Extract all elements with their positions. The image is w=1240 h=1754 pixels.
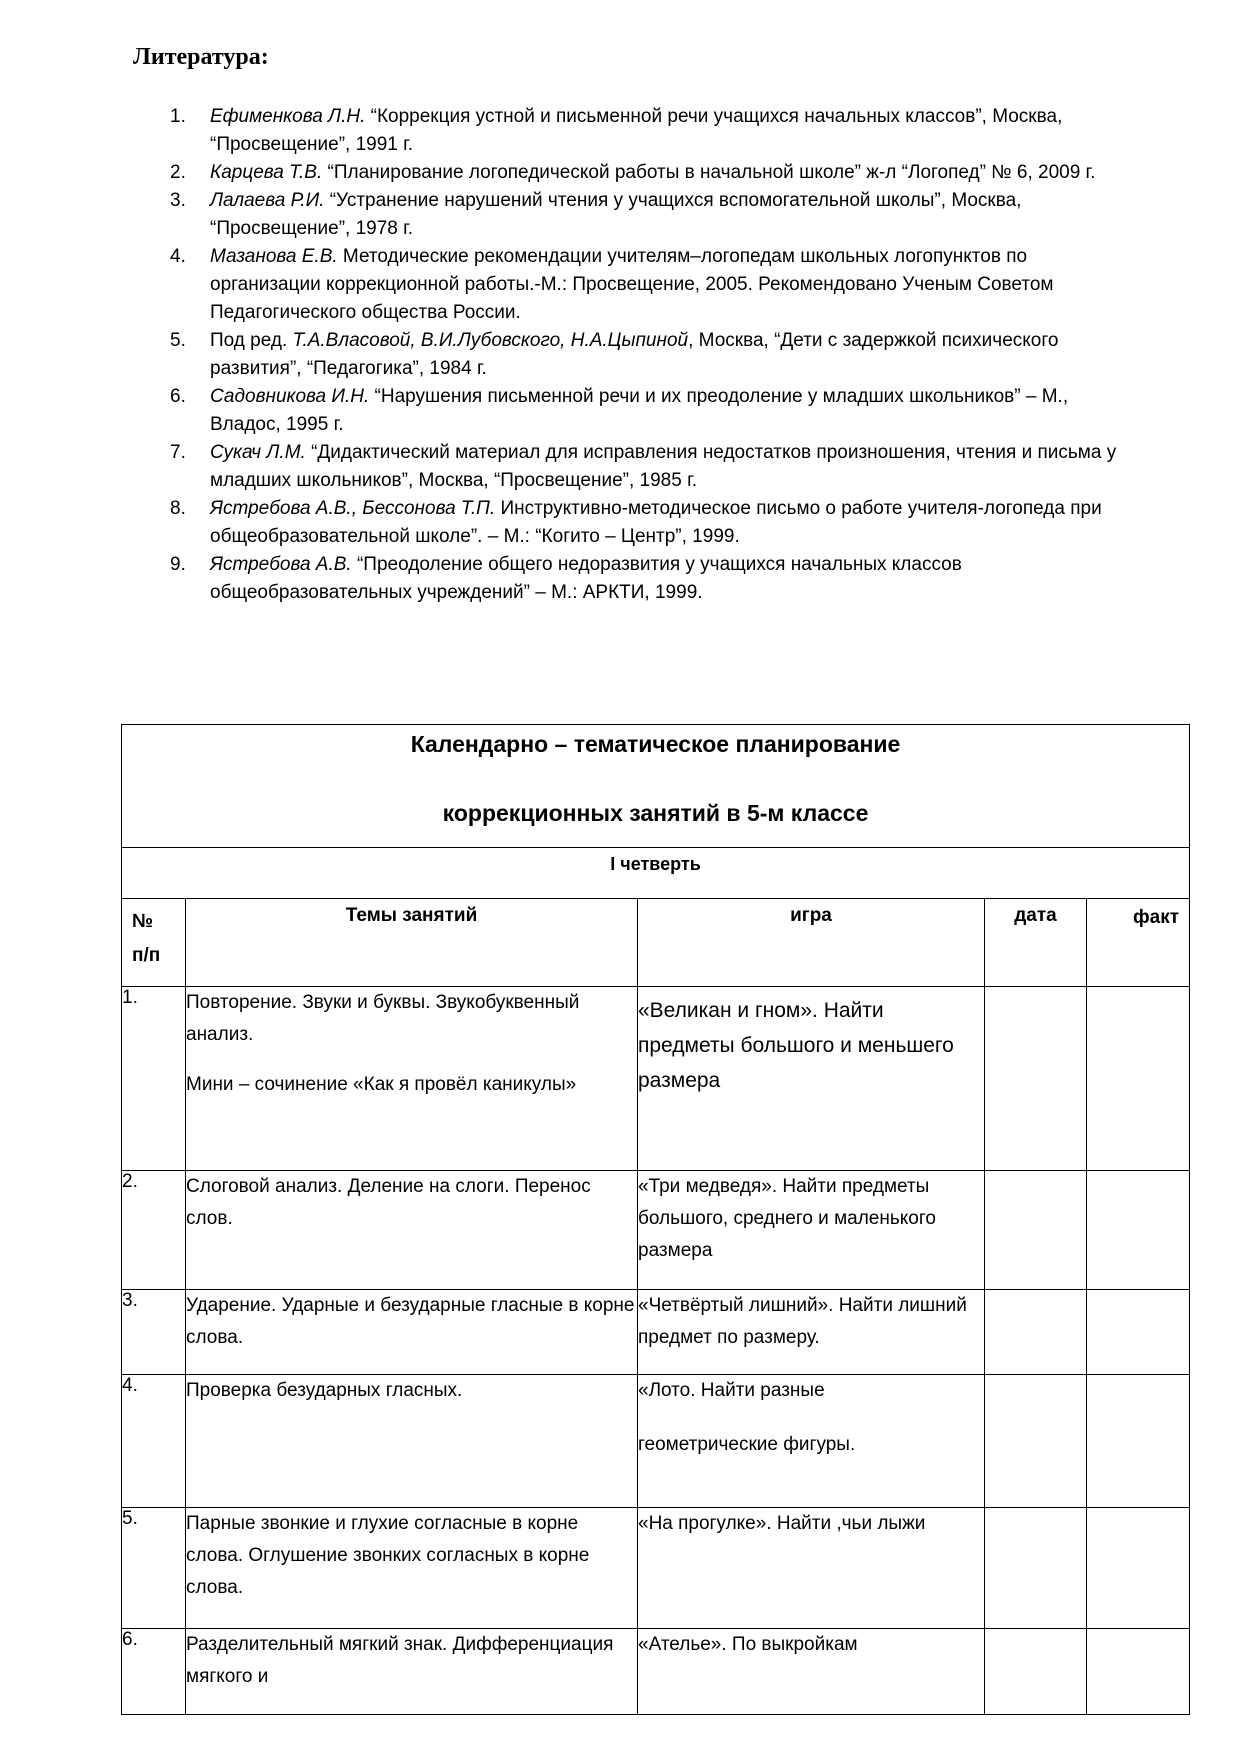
header-date: [985, 899, 1087, 987]
row-topic-para: Парные звонкие и глухие согласные в корне слова. Оглушение звонких согласных в корне слова.: [186, 1513, 590, 1598]
header-topics: [186, 899, 638, 987]
row-date: [985, 1508, 1087, 1629]
item-prefix: Под ред.: [210, 330, 293, 351]
table-row: [122, 1375, 1190, 1508]
item-author: Ястребова А.В., Бессонова Т.П.: [210, 498, 496, 519]
row-topic: [186, 1290, 638, 1375]
row-num: 4.: [122, 1375, 186, 1508]
item-author: Мазанова Е.В.: [210, 246, 338, 267]
row-num: 6.: [122, 1629, 186, 1715]
item-number: 8.: [170, 498, 186, 519]
row-game: «Великан и гном». Найти предметы большого и меньшего размера: [638, 987, 985, 1171]
row-game: [638, 1375, 985, 1508]
item-author: Лалаева Р.И.: [210, 190, 325, 211]
item-number: 7.: [170, 442, 186, 463]
item-text: “Устранение нарушений чтения у учащихся вспомогательной школы”, Москва, “Просвещение”, 1978 г.: [210, 190, 1022, 239]
item-author: Т.А.Власовой, В.И.Лубовского, Н.А.Цыпиной: [292, 330, 689, 351]
header-num: [122, 899, 186, 987]
row-fact: [1087, 987, 1190, 1171]
item-text: Методические рекомендации учителям–логопедам школьных логопунктов по организации коррекционной работы.-М.: Просвещение, 2005. Рекомендовано Ученым Советом Педагогического общества России.: [210, 246, 1054, 323]
row-topic-para: Разделительный мягкий знак. Дифференциация мягкого и: [186, 1634, 614, 1687]
row-game-line: геометрические фигуры.: [638, 1434, 856, 1455]
row-date: [985, 1171, 1087, 1290]
item-author: Ефименкова Л.Н.: [210, 106, 366, 127]
item-text: “Нарушения письменной речи и их преодоление у младших школьников” – М., Владос, 1995 г.: [210, 386, 1069, 435]
item-number: 2.: [170, 162, 186, 183]
literature-heading: Литература:: [133, 44, 269, 70]
header-fact-text: факт: [1133, 907, 1180, 928]
row-date: [985, 1375, 1087, 1508]
row-fact: [1087, 1629, 1190, 1715]
item-text: “Планирование логопедической работы в начальной школе” ж-л “Логопед” № 6, 2009 г.: [322, 162, 1096, 183]
header-game: [638, 899, 985, 987]
table-row: [122, 987, 1190, 1171]
header-fact: [1087, 899, 1190, 987]
literature-item: [170, 551, 1140, 607]
table-row: [122, 1290, 1190, 1375]
literature-item: [170, 103, 1140, 159]
literature-list: [170, 103, 1140, 607]
row-game: «На прогулке». Найти ,чьи лыжи: [638, 1508, 985, 1629]
table-row: [122, 1508, 1190, 1629]
table-row: [122, 1629, 1190, 1715]
table-row: [122, 1171, 1190, 1290]
row-num: 2.: [122, 1171, 186, 1290]
row-date: [985, 1629, 1087, 1715]
item-author: Сукач Л.М.: [210, 442, 306, 463]
header-num-line1: №: [132, 911, 154, 932]
row-topic-para: Проверка безударных гласных.: [186, 1380, 463, 1401]
item-number: 3.: [170, 190, 186, 211]
row-game-line: «Лото. Найти разные: [638, 1380, 825, 1401]
table-header-row: [122, 899, 1190, 987]
header-game-text: игра: [790, 905, 832, 926]
literature-item: [170, 159, 1140, 187]
row-fact: [1087, 1171, 1190, 1290]
item-number: 4.: [170, 246, 186, 267]
literature-item: [170, 187, 1140, 243]
literature-item: [170, 439, 1140, 495]
item-text: Инструктивно-методическое письмо о работе учителя-логопеда при общеобразовательной школе”. – М.: “Когито – Центр”, 1999.: [210, 498, 1102, 547]
literature-item: [170, 383, 1140, 439]
row-game: «Ателье». По выкройкам: [638, 1629, 985, 1715]
row-date: [985, 987, 1087, 1171]
item-text: “Коррекция устной и письменной речи учащихся начальных классов”, Москва, “Просвещение”, 1991 г.: [210, 106, 1063, 155]
row-num: 1.: [122, 987, 186, 1171]
literature-item: [170, 495, 1140, 551]
row-topic-para: Мини – сочинение «Как я провёл каникулы»: [186, 1074, 577, 1095]
row-topic-para: Слоговой анализ. Деление на слоги. Перенос слов.: [186, 1176, 591, 1229]
item-number: 1.: [170, 106, 186, 127]
planning-table: [121, 724, 1190, 1715]
row-topic: [186, 1629, 638, 1715]
quarter-label: [122, 848, 1190, 899]
row-game: «Четвёртый лишний». Найти лишний предмет по размеру.: [638, 1290, 985, 1375]
row-topic: [186, 1375, 638, 1508]
item-number: 9.: [170, 554, 186, 575]
row-fact: [1087, 1375, 1190, 1508]
row-num: 3.: [122, 1290, 186, 1375]
item-number: 5.: [170, 330, 186, 351]
item-text: “Дидактический материал для исправления недостатков произношения, чтения и письма у младших школьников”, Москва, “Просвещение”, 1985 г.: [210, 442, 1117, 491]
item-author: Ястребова А.В.: [210, 554, 352, 575]
literature-item: [170, 243, 1140, 327]
item-author: Садовникова И.Н.: [210, 386, 370, 407]
item-text: “Преодоление общего недоразвития у учащихся начальных классов общеобразовательных учреждений” – М.: АРКТИ, 1999.: [210, 554, 962, 603]
row-fact: [1087, 1508, 1190, 1629]
row-topic: [186, 1171, 638, 1290]
item-text: , Москва, “Дети с задержкой психического развития”, “Педагогика”, 1984 г.: [210, 330, 1059, 379]
literature-item: [170, 327, 1140, 383]
header-num-line2: п/п: [132, 945, 161, 966]
row-num: 5.: [122, 1508, 186, 1629]
row-topic-para: Ударение. Ударные и безударные гласные в корне слова.: [186, 1295, 635, 1348]
header-date-text: дата: [1014, 905, 1057, 926]
header-topics-text: Темы занятий: [345, 905, 478, 926]
row-date: [985, 1290, 1087, 1375]
row-fact: [1087, 1290, 1190, 1375]
row-game: «Три медведя». Найти предметы большого, среднего и маленького размера: [638, 1171, 985, 1290]
item-author: Карцева Т.В.: [210, 162, 323, 183]
quarter-text: I четверть: [610, 854, 701, 874]
plan-title-line2: коррекционных занятий в 5-м классе: [442, 800, 869, 826]
row-topic-para: Повторение. Звуки и буквы. Звукобуквенный анализ.: [186, 992, 580, 1045]
row-topic: [186, 1508, 638, 1629]
plan-title: [122, 725, 1190, 848]
row-topic: [186, 987, 638, 1171]
plan-title-line1: Календарно – тематическое планирование: [410, 731, 901, 757]
item-number: 6.: [170, 386, 186, 407]
